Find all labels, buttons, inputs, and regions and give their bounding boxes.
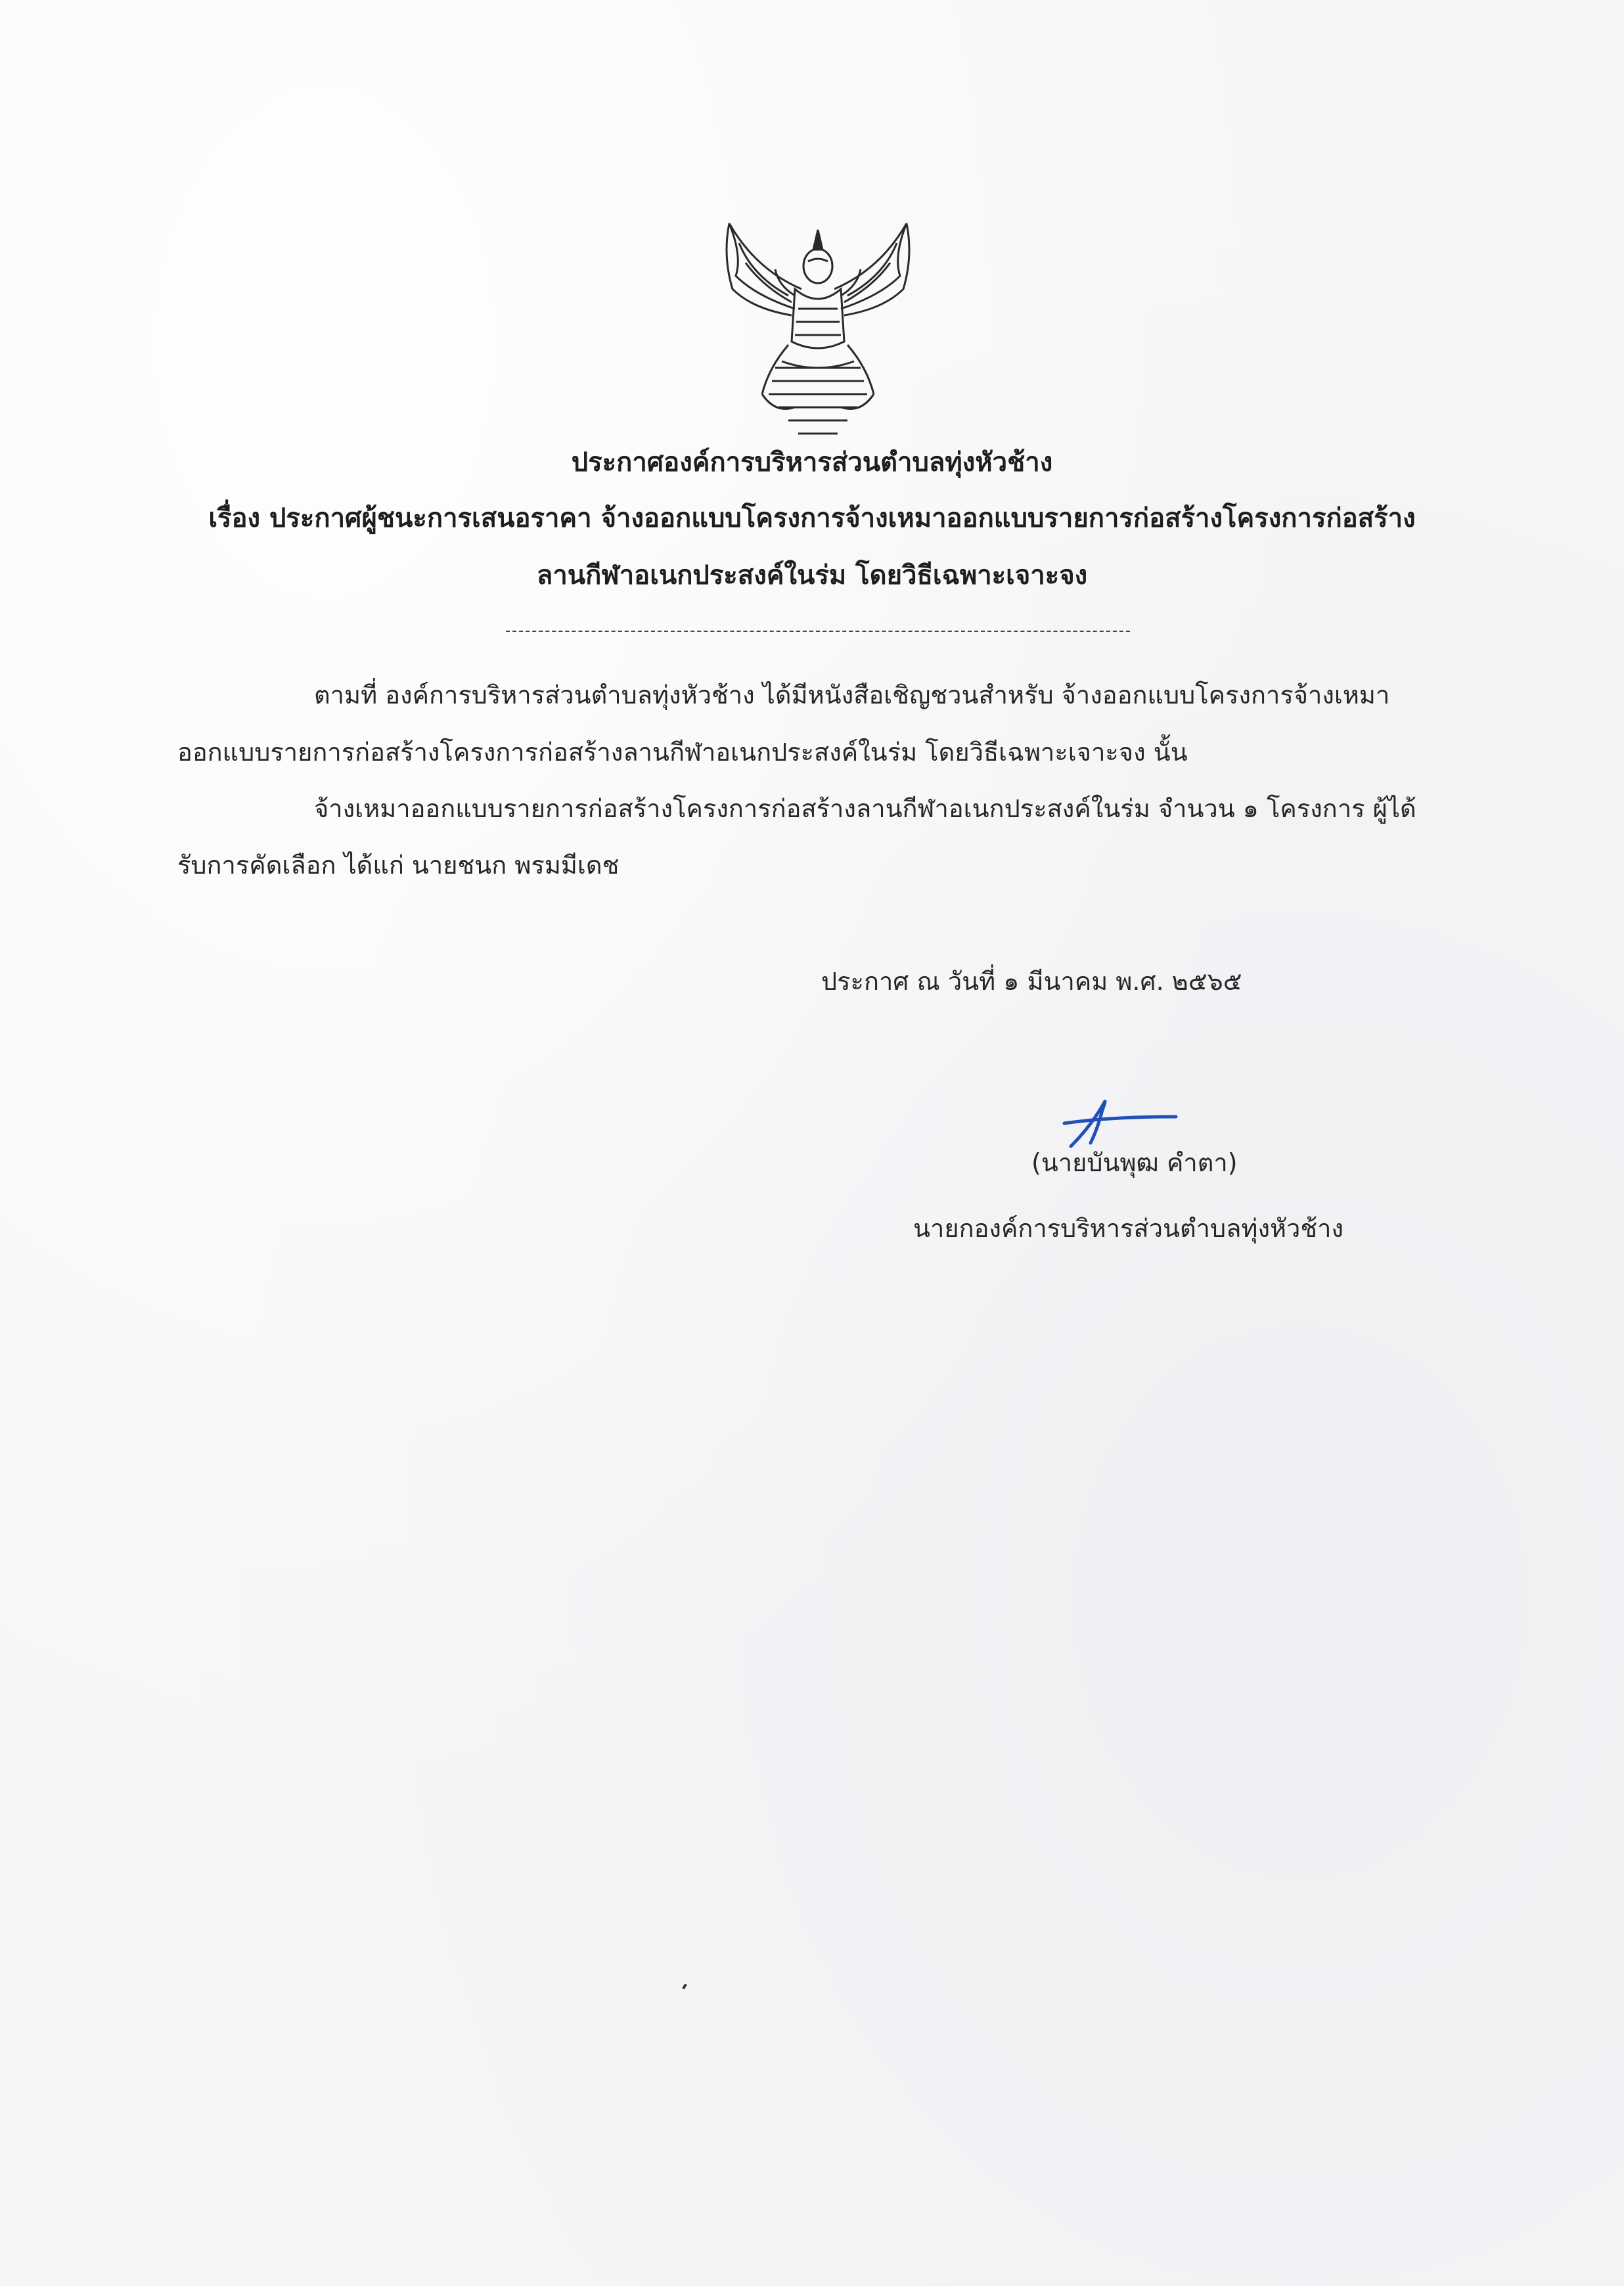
header-separator [506, 631, 1130, 632]
paragraph-2-line-2: รับการคัดเลือก ได้แก่ นายชนก พรมมีเดช [177, 851, 620, 880]
garuda-emblem-icon [716, 217, 920, 443]
signatory-name: (นายบันพุฒ คำตา) [1031, 1148, 1238, 1177]
announcement-date: ประกาศ ณ วันที่ ๑ มีนาคม พ.ศ. ๒๕๖๕ [821, 967, 1242, 996]
announcement-title: ประกาศองค์การบริหารส่วนตำบลทุ่งหัวช้าง [571, 447, 1053, 478]
paper-speck [682, 1984, 687, 1990]
signatory-position: นายกองค์การบริหารส่วนตำบลทุ่งหัวช้าง [913, 1214, 1344, 1243]
announcement-subject-continued: ลานกีฬาอเนกประสงค์ในร่ม โดยวิธีเฉพาะเจาะจง [536, 560, 1088, 591]
paragraph-1-line-1: ตามที่ องค์การบริหารส่วนตำบลทุ่งหัวช้าง ได้มีหนังสือเชิญชวนสำหรับ จ้างออกแบบโครงการจ้างเหมา [314, 681, 1390, 709]
paragraph-2-line-1: จ้างเหมาออกแบบรายการก่อสร้างโครงการก่อสร้างลานกีฬาอเนกประสงค์ในร่ม จำนวน ๑ โครงการ ผู้ได้ [314, 794, 1416, 823]
handwritten-signature [1051, 1077, 1183, 1156]
paragraph-1-line-2: ออกแบบรายการก่อสร้างโครงการก่อสร้างลานกีฬาอเนกประสงค์ในร่ม โดยวิธีเฉพาะเจาะจง นั้น [177, 738, 1188, 767]
announcement-subject: เรื่อง ประกาศผู้ชนะการเสนอราคา จ้างออกแบบโครงการจ้างเหมาออกแบบรายการก่อสร้างโครงการก่อสร้าง [208, 503, 1416, 533]
